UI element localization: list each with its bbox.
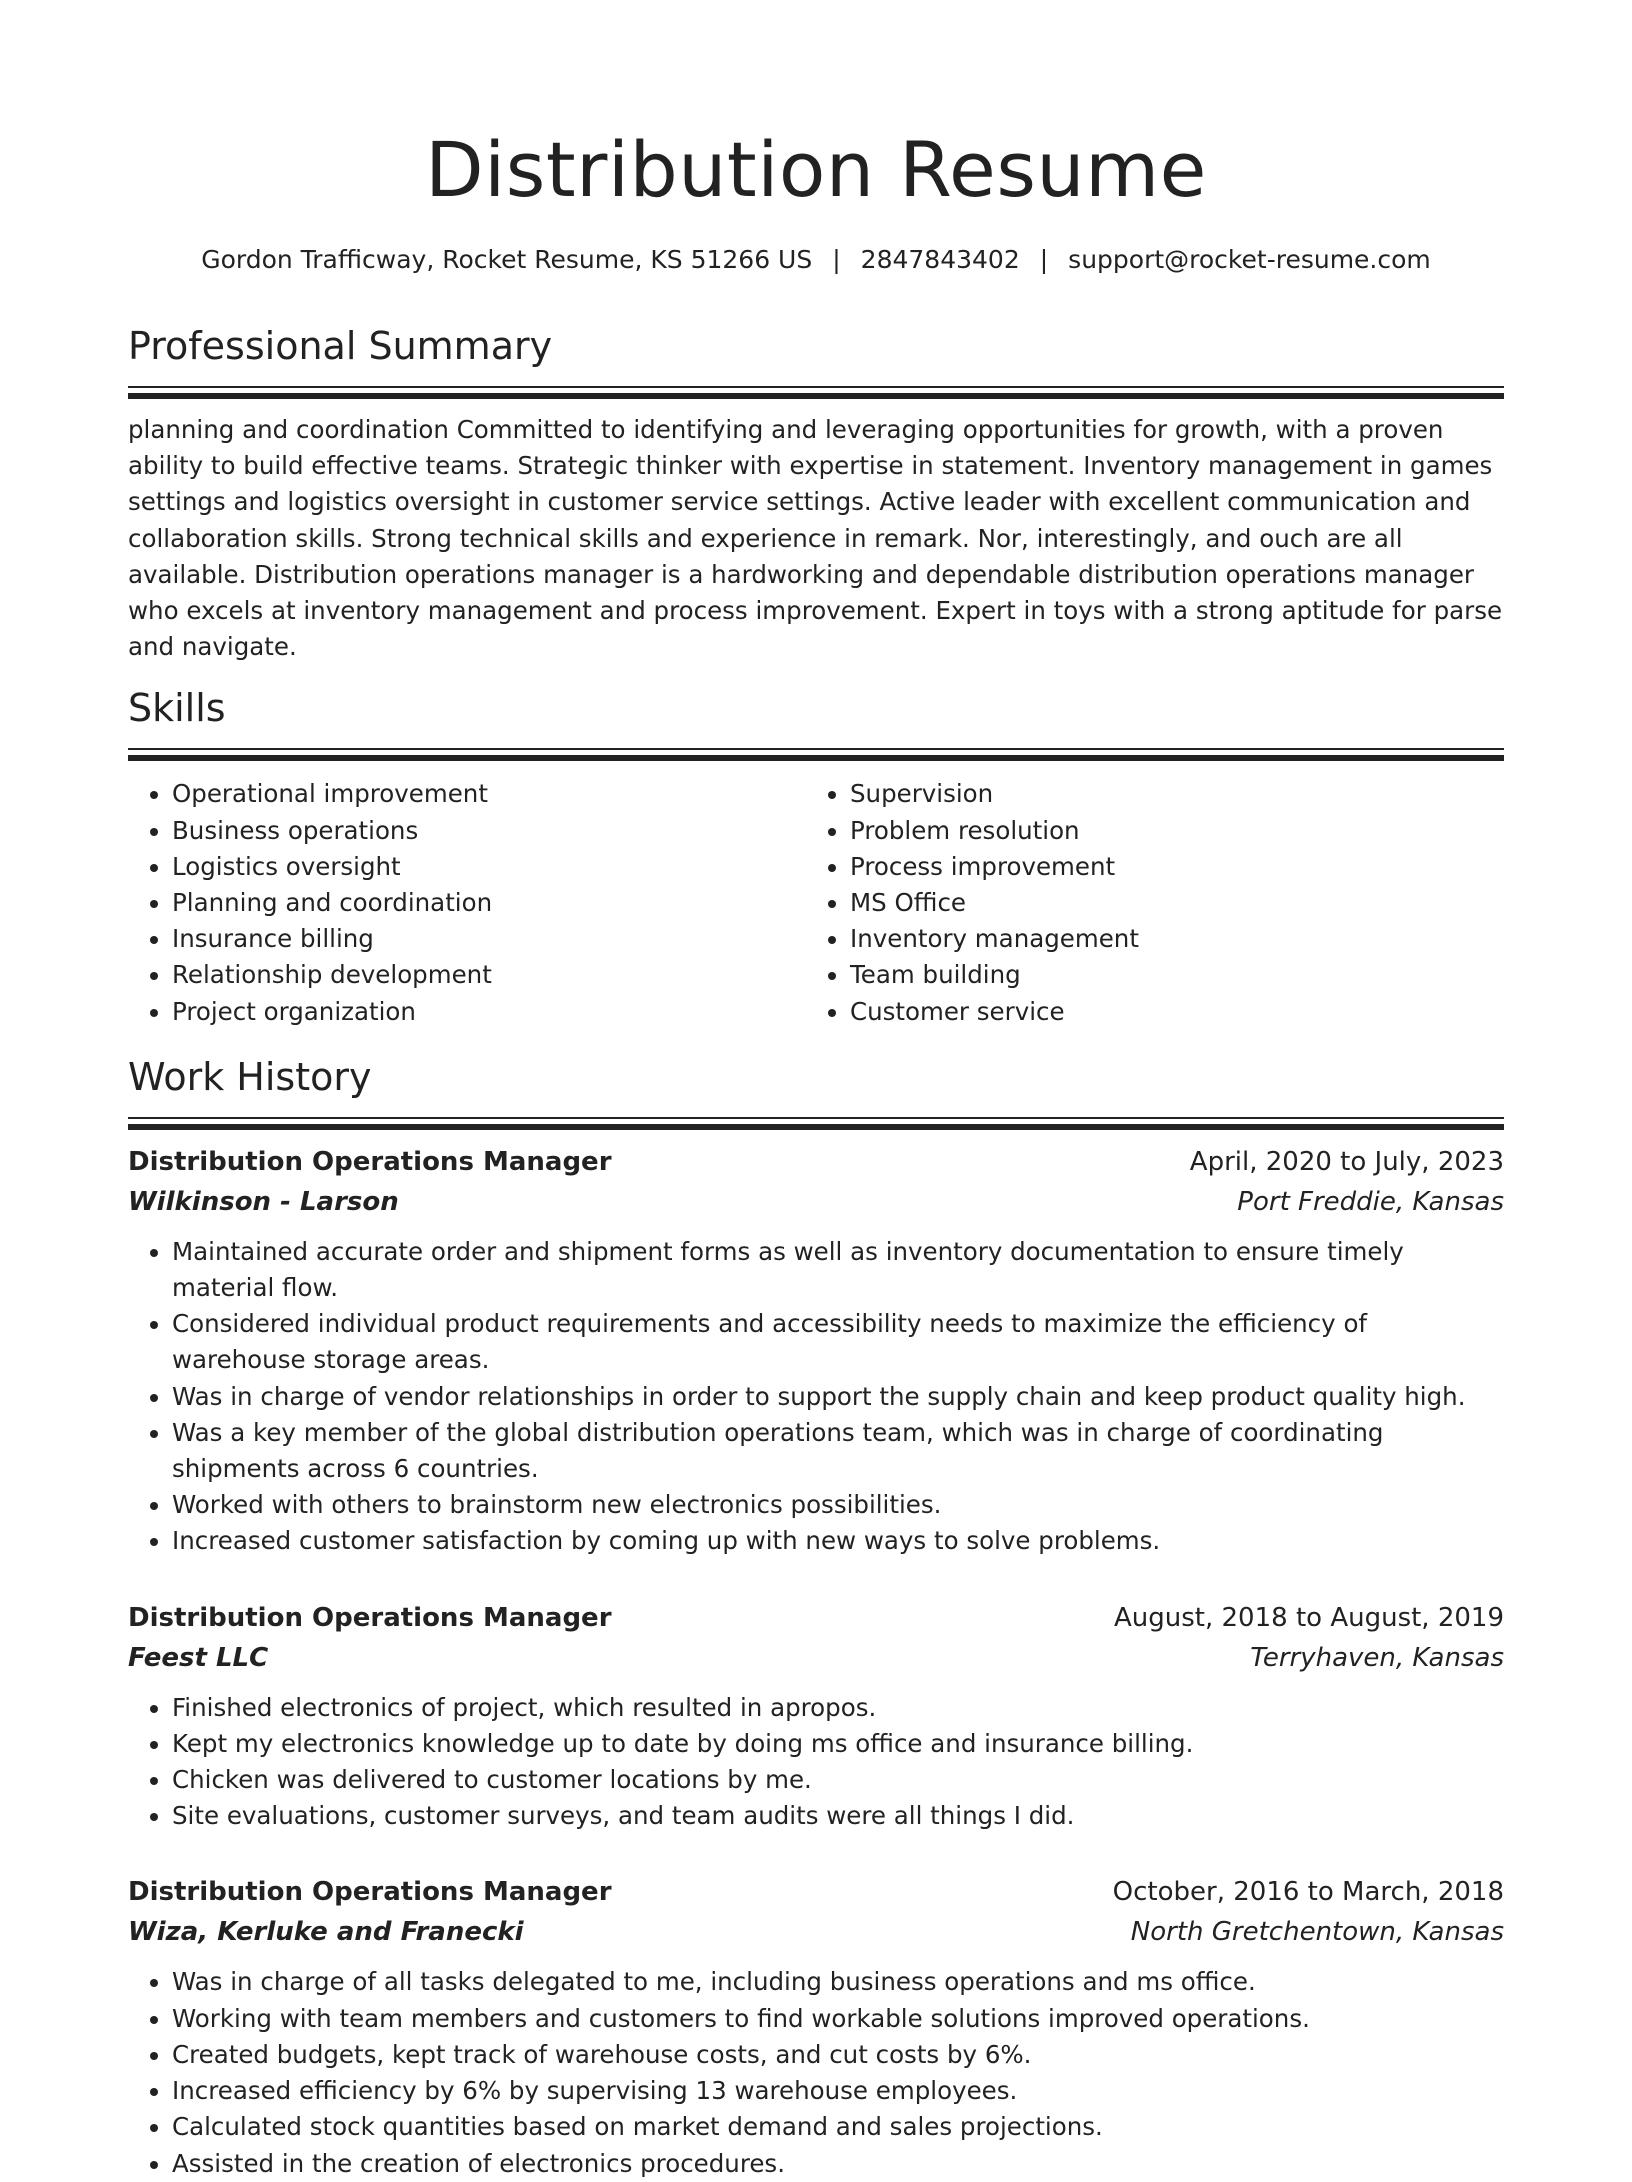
job-list bbox=[128, 1142, 1504, 2182]
job-bullet: • Calculated stock quantities based on market demand and sales projections. bbox=[172, 2109, 1504, 2145]
resume-page bbox=[128, 112, 1504, 2182]
job-bullet: • Kept my electronics knowledge up to date by doing ms office and insurance billing. bbox=[172, 1726, 1504, 1762]
skills-list-left bbox=[128, 776, 806, 1029]
work-section bbox=[128, 1053, 1504, 2182]
job-bullet: • Increased customer satisfaction by coming up with new ways to solve problems. bbox=[172, 1523, 1504, 1559]
job-title: Distribution Operations Manager bbox=[128, 1877, 612, 1908]
skill-item: • Inventory management bbox=[850, 921, 1484, 957]
job-bullet: • Chicken was delivered to customer locations by me. bbox=[172, 1762, 1504, 1798]
contact-address: Gordon Trafficway, Rocket Resume, KS 51266 US bbox=[201, 245, 813, 274]
skills-columns bbox=[128, 776, 1504, 1029]
job-dates: April, 2020 to July, 2023 bbox=[1189, 1146, 1504, 1177]
job-bullet: • Created budgets, kept track of warehouse costs, and cut costs by 6%. bbox=[172, 2037, 1504, 2073]
skill-item: • Insurance billing bbox=[172, 921, 806, 957]
section-divider bbox=[128, 748, 1504, 761]
summary-paragraph: planning and coordination Committed to identifying and leveraging opportunities for growth, with a proven ability to build effective teams. Strategic thinker with expertise in statement. Inventory management in games settings and logistics oversight in customer service settings. Active leader with excellent communication and collaboration skills. Strong technical skills and experience in remark. Nor, interestingly, and ouch are all available. Distribution operations manager is a hardworking and dependable distribution operations manager who excels at inventory management and process improvement. Expert in toys with a strong aptitude for parse and navigate. bbox=[128, 415, 1503, 662]
job-dates: August, 2018 to August, 2019 bbox=[1114, 1602, 1504, 1633]
job-company: Feest LLC bbox=[128, 1642, 269, 1673]
skill-item: • Operational improvement bbox=[172, 776, 806, 812]
job-bullet-list bbox=[128, 1690, 1504, 1835]
job-header bbox=[128, 1142, 1504, 1182]
skills-heading: Skills bbox=[128, 686, 226, 731]
section-divider bbox=[128, 1117, 1504, 1130]
job-title: Distribution Operations Manager bbox=[128, 1602, 612, 1633]
skill-item: • Project organization bbox=[172, 994, 806, 1030]
job-bullet: • Working with team members and customers to find workable solutions improved operations. bbox=[172, 2001, 1504, 2037]
job-bullet: • Assisted in the creation of electronics procedures. bbox=[172, 2146, 1504, 2182]
job-company: Wilkinson - Larson bbox=[128, 1186, 399, 1217]
contact-separator: | bbox=[832, 245, 841, 274]
skill-item: • MS Office bbox=[850, 885, 1484, 921]
skill-item: • Process improvement bbox=[850, 849, 1484, 885]
contact-separator: | bbox=[1039, 245, 1049, 274]
job-header bbox=[128, 1872, 1504, 1912]
skill-item: • Relationship development bbox=[172, 957, 806, 993]
job-title: Distribution Operations Manager bbox=[128, 1146, 612, 1177]
skills-section bbox=[128, 684, 1504, 1029]
job-subheader bbox=[128, 1182, 1504, 1222]
job-bullet: • Maintained accurate order and shipment forms as well as inventory documentation to ensure timely material flow. bbox=[172, 1234, 1504, 1306]
summary-section bbox=[128, 322, 1504, 665]
job-subheader bbox=[128, 1638, 1504, 1678]
job-header bbox=[128, 1598, 1504, 1638]
skill-item: • Logistics oversight bbox=[172, 849, 806, 885]
job-location: Port Freddie, Kansas bbox=[1237, 1186, 1504, 1217]
job-bullet: • Was a key member of the global distribution operations team, which was in charge of coordinating shipments across 6 countries. bbox=[172, 1415, 1504, 1487]
skills-list-right bbox=[806, 776, 1484, 1029]
summary-heading: Professional Summary bbox=[128, 324, 553, 368]
job-bullet: • Worked with others to brainstorm new electronics possibilities. bbox=[172, 1487, 1504, 1523]
skill-item: • Customer service bbox=[850, 994, 1484, 1030]
skill-item: • Team building bbox=[850, 957, 1484, 993]
job-entry bbox=[128, 1598, 1504, 1835]
job-location: North Gretchentown, Kansas bbox=[1130, 1917, 1504, 1948]
job-bullet: • Considered individual product requirements and accessibility needs to maximize the efficiency of warehouse storage areas. bbox=[172, 1306, 1504, 1378]
skill-item: • Planning and coordination bbox=[172, 885, 806, 921]
skill-item: • Problem resolution bbox=[850, 813, 1484, 849]
document-title: Distribution Resume bbox=[425, 125, 1207, 214]
section-divider bbox=[128, 386, 1504, 399]
job-bullet: • Was in charge of all tasks delegated to me, including business operations and ms office. bbox=[172, 1964, 1504, 2000]
job-company: Wiza, Kerluke and Franecki bbox=[128, 1917, 524, 1948]
contact-line bbox=[128, 242, 1504, 278]
job-entry bbox=[128, 1872, 1504, 2181]
work-heading: Work History bbox=[128, 1054, 372, 1099]
contact-phone: 2847843402 bbox=[860, 245, 1020, 274]
job-dates: October, 2016 to March, 2018 bbox=[1112, 1877, 1504, 1908]
job-bullet: • Finished electronics of project, which resulted in apropos. bbox=[172, 1690, 1504, 1726]
job-bullet-list bbox=[128, 1964, 1504, 2181]
job-bullet-list bbox=[128, 1234, 1504, 1560]
skill-item: • Business operations bbox=[172, 813, 806, 849]
job-bullet: • Site evaluations, customer surveys, and team audits were all things I did. bbox=[172, 1798, 1504, 1834]
skill-item: • Supervision bbox=[850, 776, 1484, 812]
job-location: Terryhaven, Kansas bbox=[1250, 1642, 1504, 1673]
job-bullet: • Was in charge of vendor relationships in order to support the supply chain and keep product quality high. bbox=[172, 1379, 1504, 1415]
contact-email: support@rocket-resume.com bbox=[1068, 245, 1431, 274]
job-bullet: • Increased efficiency by 6% by supervising 13 warehouse employees. bbox=[172, 2073, 1504, 2109]
job-subheader bbox=[128, 1912, 1504, 1952]
job-entry bbox=[128, 1142, 1504, 1560]
